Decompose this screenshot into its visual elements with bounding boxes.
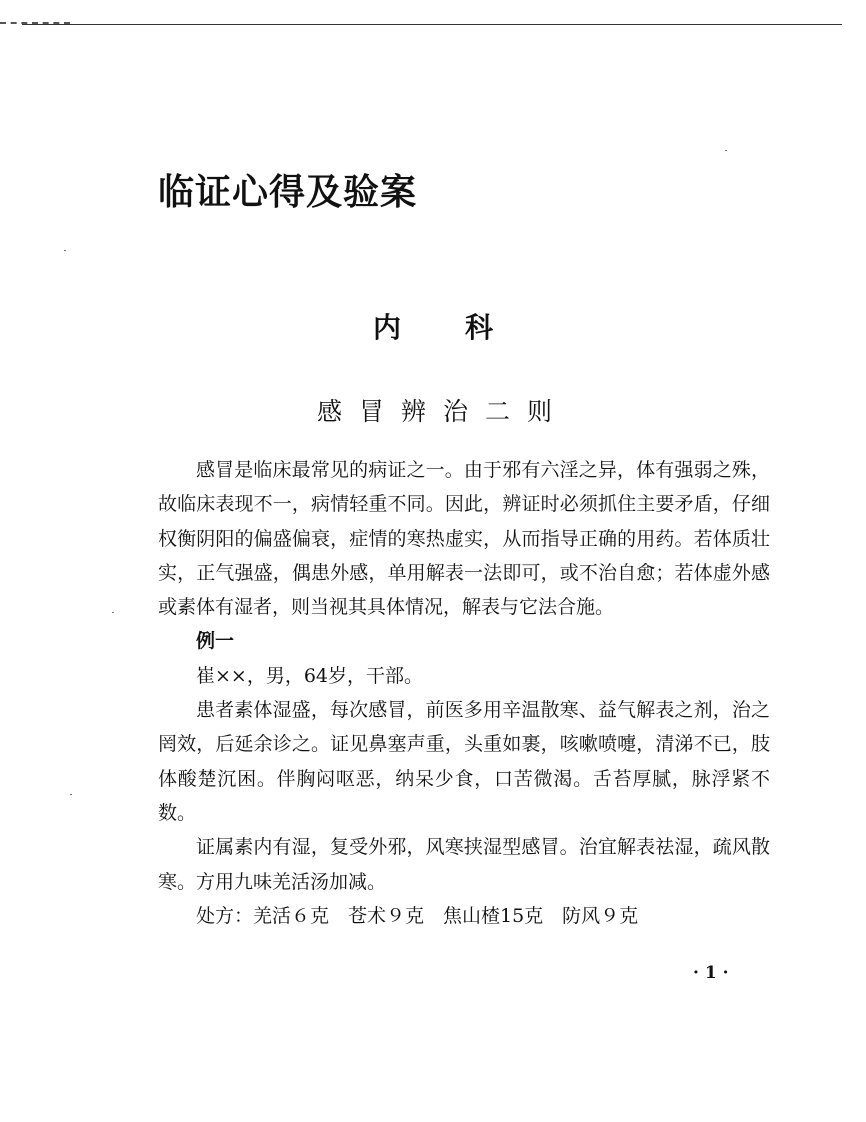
section-title — [0, 306, 866, 346]
page-number: · 1 · — [693, 963, 729, 983]
scan-speck — [70, 794, 72, 795]
top-rule — [22, 24, 842, 25]
prescription: 处方：羌活６克 苍术９克 焦山楂15克 防风９克 — [196, 904, 639, 927]
scan-speck — [112, 612, 114, 613]
case-diagnosis: 证属素内有湿，复受外邪，风寒挟湿型感冒。治宜解表祛湿，疏风散寒。方用九味羌活汤加减。 — [158, 836, 770, 893]
article-body — [158, 453, 770, 933]
section-title-right: 科 — [465, 311, 494, 344]
case-history: 患者素体湿盛，每次感冒，前医多用辛温散寒、益气解表之剂，治之罔效，后延余诊之。证见鼻塞声重，头重如裹，咳嗽喷嚏，清涕不已，肢体酸楚沉困。伴胸闷呕恶，纳呆少食，口苦微渴。舌苔厚腻，脉浮紧不数。 — [158, 699, 770, 824]
case-label: 例一 — [196, 630, 235, 653]
book-title: 临证心得及验案 — [158, 171, 418, 213]
patient-info: 崔××，男，64岁，干部。 — [196, 664, 424, 687]
scan-speck — [725, 150, 727, 151]
scan-speck — [64, 250, 66, 251]
section-title-left: 内 — [372, 311, 401, 344]
intro-paragraph: 感冒是临床最常见的病证之一。由于邪有六淫之异，体有强弱之殊，故临床表现不一，病情轻重不同。因此，辨证时必须抓住主要矛盾，仔细权衡阴阳的偏盛偏衰，症情的寒热虚实，从而指导正确的用药。若体质壮实，正气强盛，偶患外感，单用解表一法即可，或不治自愈；若体虚外感或素体有湿者，则当视其具体情况，解表与它法合施。 — [158, 459, 770, 619]
article-title: 感冒辨治二则 — [316, 397, 569, 426]
